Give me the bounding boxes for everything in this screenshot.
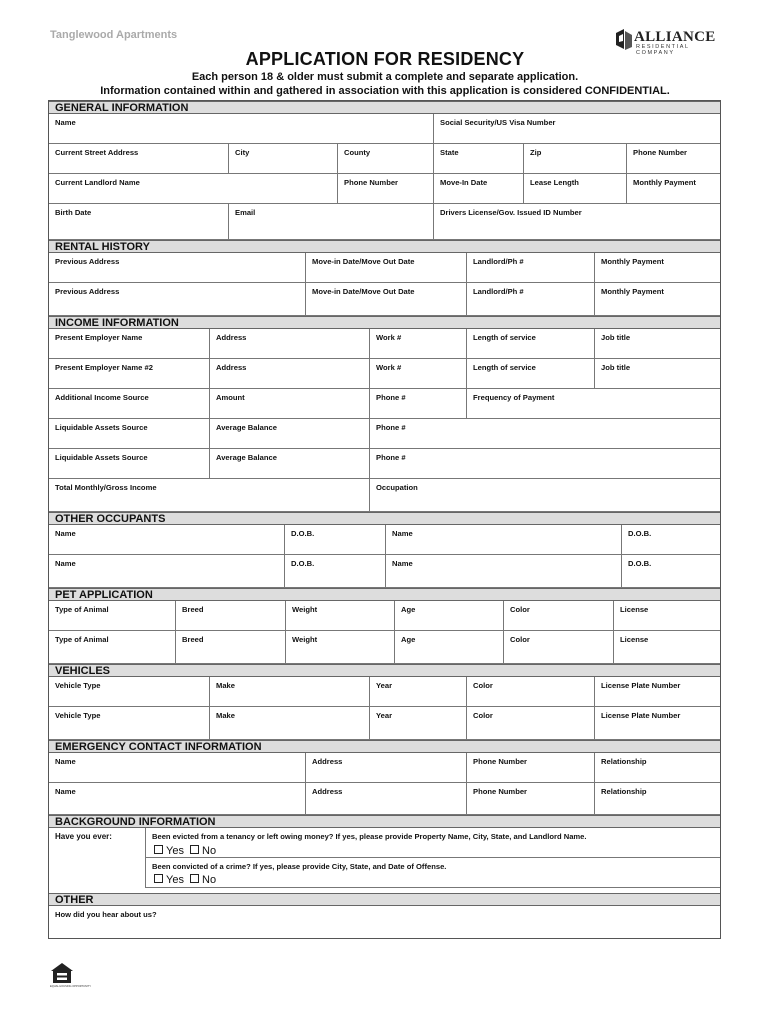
- application-form: [48, 100, 721, 939]
- field-contact-name[interactable]: Name: [49, 753, 306, 783]
- field-color[interactable]: Color: [504, 631, 614, 664]
- field-job-title[interactable]: Job title: [595, 329, 720, 359]
- no-label: No: [202, 874, 217, 886]
- field-phone-number[interactable]: Phone Number: [627, 144, 720, 174]
- field-state[interactable]: State: [434, 144, 524, 174]
- field-liquidable-assets[interactable]: Liquidable Assets Source: [49, 419, 210, 449]
- field-previous-address[interactable]: Previous Address: [49, 283, 306, 316]
- field-license-plate[interactable]: License Plate Number: [595, 677, 720, 707]
- logo-subtitle: RESIDENTIAL COMPANY: [636, 44, 690, 56]
- no-label: No: [202, 845, 217, 857]
- question-convicted: [145, 858, 720, 888]
- section-title: EMERGENCY CONTACT INFORMATION: [55, 741, 262, 753]
- field-monthly-payment[interactable]: Monthly Payment: [595, 283, 720, 316]
- field-phone[interactable]: Phone #: [370, 449, 720, 479]
- field-make[interactable]: Make: [210, 707, 370, 740]
- section-title: GENERAL INFORMATION: [55, 102, 189, 114]
- field-previous-address[interactable]: Previous Address: [49, 253, 306, 283]
- field-county[interactable]: County: [338, 144, 434, 174]
- section-other-occupants: [49, 512, 720, 525]
- subtitle-requirement: Each person 18 & older must submit a complete and separate application.: [191, 71, 579, 83]
- section-other: [49, 893, 720, 906]
- field-relationship[interactable]: Relationship: [595, 753, 720, 783]
- field-occupation[interactable]: Occupation: [370, 479, 720, 512]
- field-landlord-phone[interactable]: Landlord/Ph #: [467, 283, 595, 316]
- field-breed[interactable]: Breed: [176, 601, 286, 631]
- have-you-ever-label: Have you ever:: [55, 832, 112, 841]
- field-city[interactable]: City: [229, 144, 338, 174]
- field-contact-phone[interactable]: Phone Number: [467, 783, 595, 815]
- equal-housing-text: EQUAL HOUSING OPPORTUNITY: [50, 985, 91, 988]
- field-vehicle-color[interactable]: Color: [467, 707, 595, 740]
- section-title: PET APPLICATION: [55, 589, 153, 601]
- field-occupant-dob[interactable]: D.O.B.: [622, 555, 720, 588]
- question-convicted-text: Been convicted of a crime? If yes, please provide City, State, and Date of Offense.: [152, 862, 447, 871]
- field-present-employer-2[interactable]: Present Employer Name #2: [49, 359, 210, 389]
- section-title: BACKGROUND INFORMATION: [55, 816, 216, 828]
- field-landlord-phone[interactable]: Phone Number: [338, 174, 434, 204]
- field-relationship[interactable]: Relationship: [595, 783, 720, 815]
- equal-housing-icon: [50, 962, 74, 984]
- section-background-information: [49, 815, 720, 828]
- field-year[interactable]: Year: [370, 677, 467, 707]
- section-income-information: [49, 316, 720, 329]
- field-occupant-name[interactable]: Name: [386, 555, 622, 588]
- section-emergency-contact: [49, 740, 720, 753]
- field-occupant-dob[interactable]: D.O.B.: [285, 555, 386, 588]
- field-weight[interactable]: Weight: [286, 601, 395, 631]
- field-name[interactable]: Name: [49, 114, 434, 144]
- no-checkbox[interactable]: [190, 845, 199, 854]
- field-occupant-dob[interactable]: D.O.B.: [285, 525, 386, 555]
- field-zip[interactable]: Zip: [524, 144, 627, 174]
- field-liquidable-assets[interactable]: Liquidable Assets Source: [49, 449, 210, 479]
- field-lease-length[interactable]: Lease Length: [524, 174, 627, 204]
- field-move-dates[interactable]: Move-in Date/Move Out Date: [306, 283, 467, 316]
- field-birth-date[interactable]: Birth Date: [49, 204, 229, 240]
- field-move-dates[interactable]: Move-in Date/Move Out Date: [306, 253, 467, 283]
- section-pet-application: [49, 588, 720, 601]
- field-how-did-you-hear[interactable]: How did you hear about us?: [55, 910, 157, 919]
- field-employer-address[interactable]: Address: [210, 329, 370, 359]
- property-name: Tanglewood Apartments: [50, 29, 178, 41]
- section-rental-history: [49, 240, 720, 253]
- field-vehicle-color[interactable]: Color: [467, 677, 595, 707]
- section-title: OTHER OCCUPANTS: [55, 513, 166, 525]
- page-title: APPLICATION FOR RESIDENCY: [245, 49, 525, 69]
- no-checkbox[interactable]: [190, 874, 199, 883]
- section-title: VEHICLES: [55, 665, 111, 677]
- field-breed[interactable]: Breed: [176, 631, 286, 664]
- field-type-of-animal[interactable]: Type of Animal: [49, 631, 176, 664]
- field-length-of-service[interactable]: Length of service: [467, 359, 595, 389]
- section-title: INCOME INFORMATION: [55, 317, 179, 329]
- field-age[interactable]: Age: [395, 601, 504, 631]
- yes-no-group: [154, 874, 216, 886]
- field-email[interactable]: Email: [229, 204, 434, 240]
- section-vehicles: [49, 664, 720, 677]
- field-occupant-dob[interactable]: D.O.B.: [622, 525, 720, 555]
- field-age[interactable]: Age: [395, 631, 504, 664]
- field-present-employer[interactable]: Present Employer Name: [49, 329, 210, 359]
- field-vehicle-type[interactable]: Vehicle Type: [49, 677, 210, 707]
- field-type-of-animal[interactable]: Type of Animal: [49, 601, 176, 631]
- field-contact-phone[interactable]: Phone Number: [467, 753, 595, 783]
- field-monthly-payment[interactable]: Monthly Payment: [595, 253, 720, 283]
- yes-no-group: [154, 845, 216, 857]
- field-current-street-address[interactable]: Current Street Address: [49, 144, 229, 174]
- field-social-security[interactable]: Social Security/US Visa Number: [434, 114, 720, 144]
- field-weight[interactable]: Weight: [286, 631, 395, 664]
- field-total-monthly-income[interactable]: Total Monthly/Gross Income: [49, 479, 370, 512]
- logo-word: ALLIANCE: [634, 29, 716, 45]
- field-occupant-name[interactable]: Name: [386, 525, 622, 555]
- section-title: OTHER: [55, 894, 94, 906]
- field-drivers-license[interactable]: Drivers License/Gov. Issued ID Number: [434, 204, 720, 240]
- field-color[interactable]: Color: [504, 601, 614, 631]
- subtitle-confidential: Information contained within and gathered in association with this application is considered CONFIDENTIAL.: [100, 85, 670, 97]
- section-title: RENTAL HISTORY: [55, 241, 150, 253]
- field-employer-address[interactable]: Address: [210, 359, 370, 389]
- field-additional-income-source[interactable]: Additional Income Source: [49, 389, 210, 419]
- alliance-logo-icon: [614, 27, 634, 51]
- field-current-landlord-name[interactable]: Current Landlord Name: [49, 174, 338, 204]
- field-license[interactable]: License: [614, 601, 720, 631]
- field-work-phone[interactable]: Work #: [370, 359, 467, 389]
- equal-housing-logo: [50, 962, 91, 990]
- field-job-title[interactable]: Job title: [595, 359, 720, 389]
- field-landlord-phone[interactable]: Landlord/Ph #: [467, 253, 595, 283]
- yes-label: Yes: [166, 845, 184, 857]
- field-occupant-name[interactable]: Name: [49, 555, 285, 588]
- field-license-plate[interactable]: License Plate Number: [595, 707, 720, 740]
- field-vehicle-type[interactable]: Vehicle Type: [49, 707, 210, 740]
- field-length-of-service[interactable]: Length of service: [467, 329, 595, 359]
- field-frequency-of-payment[interactable]: Frequency of Payment: [467, 389, 720, 419]
- section-general-information: [49, 101, 720, 114]
- field-phone[interactable]: Phone #: [370, 389, 467, 419]
- field-license[interactable]: License: [614, 631, 720, 664]
- field-average-balance[interactable]: Average Balance: [210, 449, 370, 479]
- question-evicted-text: Been evicted from a tenancy or left owing money? If yes, please provide Property Name, City, State, and Landlord Name.: [152, 832, 587, 841]
- field-monthly-payment[interactable]: Monthly Payment: [627, 174, 720, 204]
- yes-checkbox[interactable]: [154, 845, 163, 854]
- yes-label: Yes: [166, 874, 184, 886]
- question-evicted: [145, 828, 720, 858]
- field-average-balance[interactable]: Average Balance: [210, 419, 370, 449]
- field-work-phone[interactable]: Work #: [370, 329, 467, 359]
- field-make[interactable]: Make: [210, 677, 370, 707]
- yes-checkbox[interactable]: [154, 874, 163, 883]
- field-contact-address[interactable]: Address: [306, 753, 467, 783]
- field-phone[interactable]: Phone #: [370, 419, 720, 449]
- field-amount[interactable]: Amount: [210, 389, 370, 419]
- field-move-in-date[interactable]: Move-In Date: [434, 174, 524, 204]
- field-occupant-name[interactable]: Name: [49, 525, 285, 555]
- field-contact-address[interactable]: Address: [306, 783, 467, 815]
- field-year[interactable]: Year: [370, 707, 467, 740]
- field-contact-name[interactable]: Name: [49, 783, 306, 815]
